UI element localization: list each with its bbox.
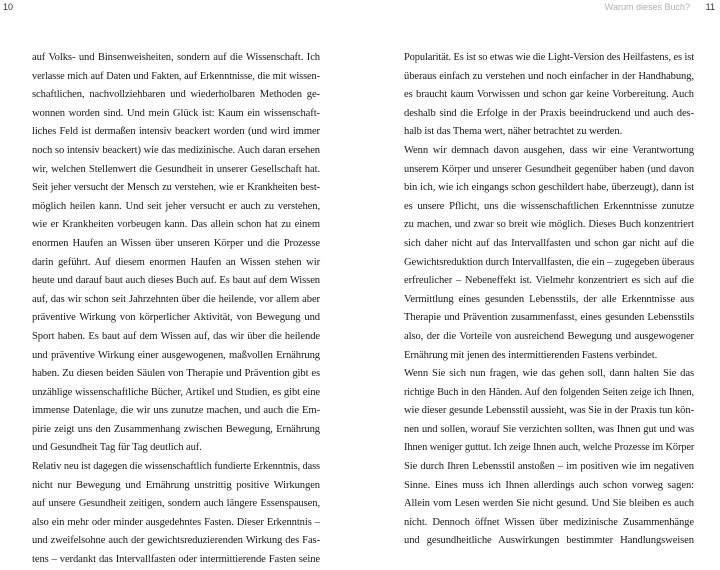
text-line: also ein mehr oder minder ausgedehntes Fasten. Dieser Erkenntnis – — [32, 516, 320, 528]
text-line: schaftlichen, nachvollziehbaren und wiederholbaren Methoden ge- — [32, 89, 320, 101]
text-line: nicht nur Bewegung und Ernährung unstrittig positive Wirkungen — [32, 479, 320, 491]
text-line: wonnen worden sind. Und mein Glück ist: Kaum ein wissenschaft- — [32, 107, 320, 119]
text-line: Sinne. Eines muss ich Ihnen allerdings auch schon vorweg sagen: — [404, 479, 694, 491]
text-line: Ernährung mit jenen des intermittierenden Fastens verbindet. — [404, 349, 658, 361]
text-line: nen und sollen, worauf Sie verzichten sollten, was Ihnen gut und was — [404, 423, 694, 435]
text-line: auf, das wir schon seit Jahrzehnten über die heilende, vor allem aber — [32, 293, 320, 305]
text-line: wie dieser gesunde Lebensstil aussieht, was Sie in der Praxis tun kön- — [404, 405, 694, 417]
text-line: unserem Körper und unserer Gesundheit gegenüber haben (und davon — [404, 163, 694, 175]
text-line: überaus einfach zu verstehen und noch einfacher in der Handhabung, — [404, 70, 694, 82]
text-line: immense Datenlage, die wir uns zunutze machen, und auch die Em- — [32, 405, 320, 417]
right-page-body — [404, 49, 694, 551]
text-line: zu machen, und zwar so breit wie möglich. Dieses Buch konzentriert — [404, 219, 694, 231]
text-line: bin ich, wie ich eingangs schon geschildert habe, überzeugt), dann ist — [404, 182, 694, 194]
text-line: halb ist das Thema wert, näher betrachtet zu werden. — [404, 126, 623, 138]
text-line: unzählige wissenschaftliche Bücher, Artikel und Studien, es gibt eine — [32, 386, 320, 398]
text-line: richtige Buch in den Händen. Auf den folgenden Seiten zeige ich Ihnen, — [404, 386, 694, 398]
text-line: erfreulicher – Nebeneffekt ist. Vielmehr konzentriert es sich auf die — [404, 275, 694, 287]
text-line: möglich heilen kann. Und seit jeher versucht er auch zu verstehen, — [32, 200, 320, 212]
text-line: deshalb sind die Erfolge in der Praxis beeindruckend und auch des- — [404, 107, 694, 119]
text-line: präventive Wirkung von körperlicher Aktivität, von Bewegung und — [32, 312, 320, 324]
text-line: Wenn Sie sich nun fragen, wie das gehen soll, dann halten Sie das — [404, 368, 694, 380]
text-line: noch so intensiv beackert) wie das medizinische. Auch daran ersehen — [32, 144, 320, 156]
right-page-number: 11 — [705, 2, 715, 12]
text-line: Seit jeher versucht der Mensch zu verstehen, wie er Krankheiten best- — [32, 182, 320, 194]
text-line: es braucht kaum Vorwissen und schon gar keine Vorbereitung. Auch — [404, 89, 694, 101]
text-line: auf unsere Gesundheit zeitigen, sondern auch längere Essenspausen, — [32, 498, 320, 510]
text-line: pirie zeigt uns den Zusammenhang zwischen Bewegung, Ernährung — [32, 423, 320, 435]
text-line: wie er Krankheiten vorbeugen kann. Das allein schon hat zu einem — [32, 219, 320, 231]
text-line: Wenn wir demnach davon ausgehen, dass wir eine Verantwortung — [404, 144, 694, 156]
text-line: Sie durch Ihren Lebensstil anstoßen – im positiven wie im negativen — [404, 461, 694, 473]
text-line: und Gesundheit Tag für Tag deutlich auf. — [32, 442, 202, 454]
left-page-number: 10 — [3, 2, 14, 12]
text-line: heute und darauf baut auch dieses Buch auf. Es baut auf dem Wissen — [32, 275, 320, 287]
right-page — [360, 0, 720, 547]
text-line: verlasse mich auf Daten und Fakten, auf Erkenntnisse, die mit wissen- — [32, 70, 320, 82]
text-line: liches Feld ist dermaßen intensiv beackert worden (und wird immer — [32, 126, 320, 138]
text-line: Ihnen weniger guttut. Ich zeige Ihnen auch, welche Prozesse im Körper — [404, 442, 695, 454]
text-line: enormen Haufen an Wissen über unseren Körper und die Prozesse — [32, 237, 320, 249]
text-line: und präventive Wirkung einer ausgewogenen, maßvollen Ernährung — [32, 349, 320, 361]
running-head: Warum dieses Buch? — [604, 2, 690, 12]
text-line: tens – verdankt das Intervallfasten oder intermittierende Fasten seine — [32, 554, 320, 566]
text-line: auf Volks- und Binsenweisheiten, sondern auf die Wissenschaft. Ich — [32, 52, 320, 63]
text-line: Allein vom Lesen werden Sie nicht gesund. Und Sie bleiben es auch — [404, 498, 694, 510]
text-line: Therapie und Prävention zusammenfasst, eines gesunden Lebensstils — [404, 312, 694, 324]
text-line: sich daher nicht auf das Intervallfasten und schon gar nicht auf die — [404, 237, 694, 249]
text-line: also, der die Vorteile von ausreichend Bewegung und ausgewogener — [404, 330, 694, 342]
text-line: Vermittlung eines gesunden Lebensstils, der alle Erkenntnisse aus — [404, 293, 694, 305]
text-line: Relativ neu ist dagegen die wissenschaftlich fundierte Erkenntnis, dass — [32, 461, 320, 473]
text-line: Sport haben. Es baut auf dem Wissen auf, das wir über die heilende — [32, 330, 320, 342]
text-line: Popularität. Es ist so etwas wie die Light-Version des Heilfastens, es ist — [404, 52, 694, 63]
text-line: Gewichtsreduktion durch Intervallfasten, die ein – zugegeben überaus — [404, 256, 694, 268]
left-page — [0, 0, 360, 566]
text-line: und zweifelsohne auch der gewichtsreduzierenden Wirkung des Fas- — [32, 535, 320, 547]
text-line: haben. Zu diesen beiden Säulen von Therapie und Prävention gibt es — [32, 368, 320, 380]
text-line: darin geführt. Auf diesem enormen Haufen an Wissen stehen wir — [32, 256, 320, 268]
text-line: und gesundheitliche Auswirkungen bestimmter Handlungsweisen — [404, 535, 694, 547]
left-page-body — [32, 49, 320, 570]
text-line: es unsere Pflicht, uns die wissenschaftlichen Erkenntnisse zunutze — [404, 200, 694, 212]
text-line: wir, welchen Stellenwert die Gesundheit in unserer Gesellschaft hat. — [32, 163, 320, 175]
text-line: nicht. Dennoch öffnet Wissen über medizinische Zusammenhänge — [404, 516, 694, 528]
